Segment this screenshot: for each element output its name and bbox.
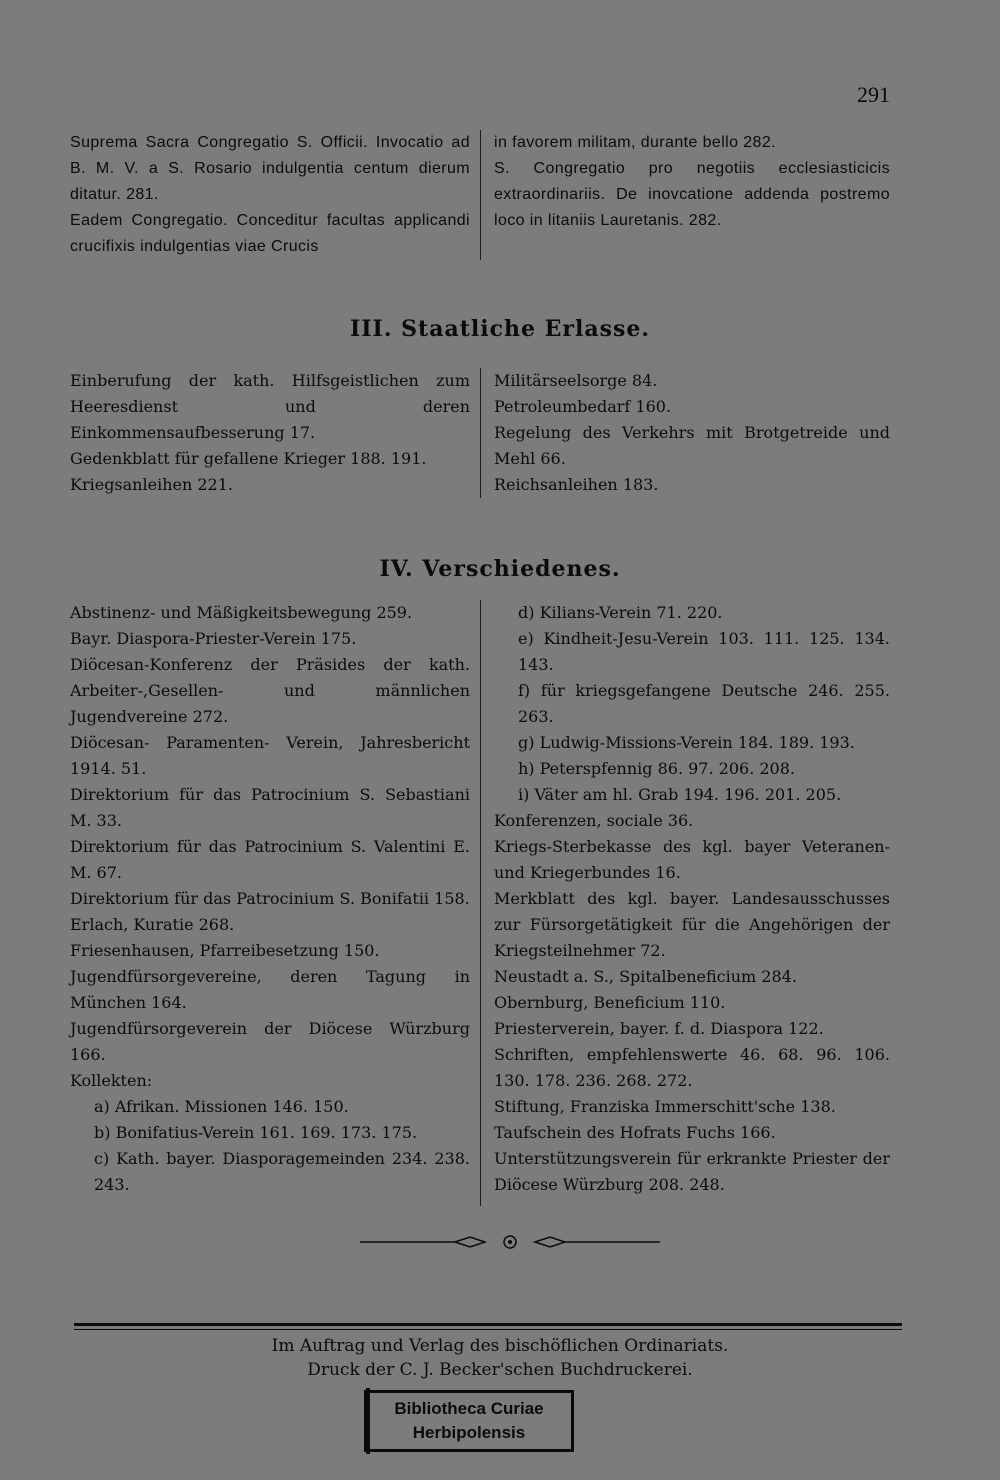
footer-publisher: Im Auftrag und Verlag des bischöflichen Ordinariats. bbox=[271, 1336, 729, 1356]
footer-rule bbox=[74, 1323, 902, 1326]
index-entry: Erlach, Kuratie 268. bbox=[70, 915, 235, 934]
column-divider bbox=[480, 600, 481, 1206]
index-entry: Stiftung, Franziska Immerschitt'sche 138. bbox=[494, 1097, 836, 1116]
latin-right-column bbox=[494, 130, 890, 234]
library-stamp bbox=[364, 1390, 574, 1452]
index-entry: Regelung des Verkehrs mit Brotgetreide und Mehl 66. bbox=[494, 423, 890, 468]
section-staatliche-erlasse bbox=[70, 368, 900, 498]
section3-left-column bbox=[70, 368, 470, 498]
section-heading-verschiedenes: IV. Verschiedenes. bbox=[379, 556, 621, 582]
collection-subentry: a) Afrikan. Missionen 146. 150. bbox=[94, 1097, 349, 1116]
index-entry: in favorem militam, durante bello 282. bbox=[494, 134, 776, 151]
index-entry: Kriegsanleihen 221. bbox=[70, 475, 233, 494]
collection-subentry: g) Ludwig-Missions-Verein 184. 189. 193. bbox=[518, 733, 855, 752]
index-entry: Militärseelsorge 84. bbox=[494, 371, 658, 390]
index-entry: Petroleumbedarf 160. bbox=[494, 397, 672, 416]
collection-subentry: c) Kath. bayer. Diasporagemeinden 234. 238. 243. bbox=[94, 1149, 470, 1194]
index-entry: Direktorium für das Patrocinium S. Bonifatii 158. bbox=[70, 889, 470, 908]
column-divider bbox=[480, 130, 481, 260]
column-divider bbox=[480, 368, 481, 498]
collection-subentry: i) Väter am hl. Grab 194. 196. 201. 205. bbox=[518, 785, 842, 804]
collection-subentry: d) Kilians-Verein 71. 220. bbox=[518, 603, 723, 622]
index-entry: Diöcesan- Paramenten- Verein, Jahresbericht 1914. 51. bbox=[70, 733, 470, 778]
index-entry: Merkblatt des kgl. bayer. Landesausschusses zur Fürsorgetätigkeit für die Angehörigen der Kriegsteilnehmer 72. bbox=[494, 889, 890, 960]
section-heading-staatliche-erlasse: III. Staatliche Erlasse. bbox=[349, 316, 651, 342]
index-entry: Direktorium für das Patrocinium S. Sebastiani M. 33. bbox=[70, 785, 470, 830]
index-entry: Bayr. Diaspora-Priester-Verein 175. bbox=[70, 629, 357, 648]
index-entry: Abstinenz- und Mäßigkeitsbewegung 259. bbox=[70, 603, 413, 622]
collection-subentry: h) Peterspfennig 86. 97. 206. 208. bbox=[518, 759, 795, 778]
collection-subentry: f) für kriegsgefangene Deutsche 246. 255. 263. bbox=[518, 681, 890, 726]
index-entry: S. Congregatio pro negotiis ecclesiasticicis extraordinariis. De inovcatione addenda postremo loco in litaniis Lauretanis. 282. bbox=[494, 160, 890, 229]
index-entry: Friesenhausen, Pfarreibesetzung 150. bbox=[70, 941, 380, 960]
index-entry: Eadem Congregatio. Conceditur facultas applicandi crucifixis indulgentias viae Crucis bbox=[70, 212, 470, 255]
index-entry: Einberufung der kath. Hilfsgeistlichen zum Heeresdienst und deren Einkommensaufbesserung 17. bbox=[70, 371, 470, 442]
index-entry: Schriften, empfehlenswerte 46. 68. 96. 106. 130. 178. 236. 268. 272. bbox=[494, 1045, 890, 1090]
page-number: 291 bbox=[857, 82, 890, 107]
index-entry: Suprema Sacra Congregatio S. Officii. Invocatio ad B. M. V. a S. Rosario indulgentia centum dierum ditatur. 281. bbox=[70, 134, 470, 203]
latin-entries-section bbox=[70, 130, 900, 260]
index-entry: Jugendfürsorgevereine, deren Tagung in München 164. bbox=[70, 967, 470, 1012]
footer-rule bbox=[74, 1329, 902, 1330]
index-entry: Jugendfürsorgeverein der Diöcese Würzburg 166. bbox=[70, 1019, 470, 1064]
index-entry: Diöcesan-Konferenz der Präsides der kath. Arbeiter-,Gesellen- und männlichen Jugendvereine 272. bbox=[70, 655, 470, 726]
section3-right-column bbox=[494, 368, 890, 498]
section4-right-column bbox=[494, 600, 890, 1198]
index-entry: Gedenkblatt für gefallene Krieger 188. 191. bbox=[70, 449, 427, 468]
index-entry: Direktorium für das Patrocinium S. Valentini E. M. 67. bbox=[70, 837, 470, 882]
section4-left-column bbox=[70, 600, 470, 1198]
stamp-line: Bibliotheca Curiae bbox=[394, 1399, 544, 1418]
ornament-divider bbox=[360, 1232, 660, 1252]
index-entry: Priesterverein, bayer. f. d. Diaspora 122. bbox=[494, 1019, 824, 1038]
collection-subentry: e) Kindheit-Jesu-Verein 103. 111. 125. 134. 143. bbox=[518, 629, 890, 674]
index-entry: Reichsanleihen 183. bbox=[494, 475, 659, 494]
stamp-line: Herbipolensis bbox=[412, 1423, 526, 1442]
index-entry: Obernburg, Beneficium 110. bbox=[494, 993, 726, 1012]
section-verschiedenes bbox=[70, 600, 900, 1206]
latin-left-column bbox=[70, 130, 470, 260]
footer-printer: Druck der C. J. Becker'schen Buchdruckerei. bbox=[307, 1360, 693, 1380]
collection-subentry: b) Bonifatius-Verein 161. 169. 173. 175. bbox=[94, 1123, 418, 1142]
index-entry: Kriegs-Sterbekasse des kgl. bayer Veteranen- und Kriegerbundes 16. bbox=[494, 837, 890, 882]
index-entry: Neustadt a. S., Spitalbeneficium 284. bbox=[494, 967, 797, 986]
index-entry: Taufschein des Hofrats Fuchs 166. bbox=[494, 1123, 776, 1142]
index-entry: Konferenzen, sociale 36. bbox=[494, 811, 694, 830]
index-entry: Unterstützungsverein für erkrankte Priester der Diöcese Würzburg 208. 248. bbox=[494, 1149, 890, 1194]
index-entry: Kollekten: bbox=[70, 1071, 153, 1090]
